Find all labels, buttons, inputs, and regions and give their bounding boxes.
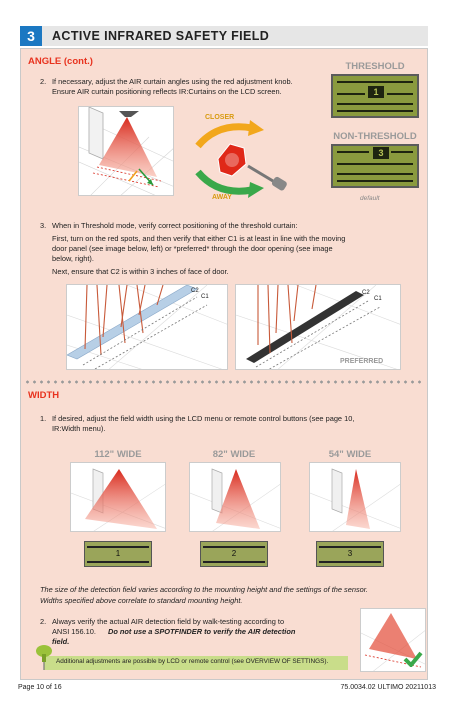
- width-italic-line2: Widths specified above correlate to standard mounting height.: [40, 596, 243, 605]
- width-option-2-image: [189, 462, 281, 532]
- width-italic-line1: The size of the detection field varies according to the mounting height and the settings of the sensor.: [40, 585, 368, 594]
- page-number: Page 10 of 16: [18, 684, 62, 691]
- preferred-label: PREFERRED: [340, 358, 384, 365]
- threshold-lcd: [331, 74, 419, 118]
- c2-label-right: C2: [362, 290, 370, 296]
- width-option-2-lcd: [200, 541, 268, 567]
- nonthreshold-lcd-value: 3: [373, 147, 389, 159]
- note-text: Additional adjustments are possible by LCD or remote control (see OVERVIEW OF SETTINGS).: [56, 658, 329, 665]
- c1-label-left: C1: [201, 294, 209, 300]
- width-option-2-lcd-value: 2: [231, 549, 237, 558]
- angle-step3-line1: When in Threshold mode, verify correct positioning of the threshold curtain:: [52, 221, 298, 230]
- threshold-image-left: [66, 284, 228, 370]
- closer-label: CLOSER: [205, 114, 235, 121]
- width-step2-line2b: Do not use a SPOTFINDER to verify the AIR detection: [108, 627, 296, 636]
- angle-step3-line5: Next, ensure that C2 is within 3 inches of face of door.: [52, 267, 229, 276]
- section-header: [20, 26, 428, 46]
- check-icon: [403, 651, 423, 667]
- angle-heading: ANGLE (cont.): [28, 56, 93, 67]
- angle-illustration: [78, 106, 174, 196]
- width-heading: WIDTH: [28, 390, 60, 401]
- width-option-3-label: 54" WIDE: [328, 449, 372, 460]
- angle-step2-line1: If necessary, adjust the AIR curtain angles using the red adjustment knob.: [52, 77, 293, 86]
- threshold-image-right: [235, 284, 401, 370]
- width-option-1-image: [70, 462, 166, 532]
- pushpin-icon: [34, 644, 54, 670]
- angle-step2-num: 2.: [40, 77, 47, 86]
- width-option-1-lcd: [84, 541, 152, 567]
- width-option-2-label: 82" WIDE: [212, 449, 256, 460]
- doc-id: 75.0034.02 ULTIMO 20211013: [340, 684, 436, 691]
- angle-step3-line4: below, right).: [52, 254, 94, 263]
- section-divider: [24, 380, 424, 384]
- angle-step3-line3: door panel (see image below, left) or *preferred* through the door opening (see image: [52, 244, 333, 253]
- threshold-lcd-value: 1: [368, 86, 384, 98]
- adjustment-knob-graphic: [188, 118, 288, 200]
- section-title: ACTIVE INFRARED SAFETY FIELD: [52, 29, 270, 43]
- width-step1-line2: IR:Width menu).: [52, 424, 106, 433]
- default-label: default: [360, 195, 380, 202]
- angle-step3-num: 3.: [40, 221, 47, 230]
- width-option-3-lcd: [316, 541, 384, 567]
- width-step2-line1: Always verify the actual AIR detection field by walk-testing according to: [52, 617, 285, 626]
- angle-step3-line2: First, turn on the red spots, and then verify that either C1 is at least in line with the moving: [52, 234, 346, 243]
- section-number: 3: [20, 26, 42, 46]
- walk-test-image: [360, 608, 426, 672]
- width-option-1-label: 112" WIDE: [94, 449, 142, 460]
- width-step2-num: 2.: [40, 617, 47, 626]
- width-step2-line3: field.: [52, 637, 70, 646]
- width-option-3-lcd-value: 3: [347, 549, 353, 558]
- door-curtain-graphic: [79, 107, 174, 196]
- angle-step2-line2: Ensure AIR curtain positioning reflects IR:Curtains on the LCD screen.: [52, 87, 282, 96]
- width-option-1-lcd-value: 1: [115, 549, 121, 558]
- c1-label-right: C1: [374, 296, 382, 302]
- width-step1-line1: If desired, adjust the field width using the LCD menu or remote control buttons (see page 10,: [52, 414, 355, 423]
- threshold-label: THRESHOLD: [345, 61, 405, 72]
- c2-label-left: C2: [191, 288, 199, 294]
- width-option-3-image: [309, 462, 401, 532]
- width-step2-line2a: ANSI 156.10.: [52, 627, 96, 636]
- nonthreshold-label: NON-THRESHOLD: [333, 131, 417, 142]
- away-label: AWAY: [212, 194, 232, 201]
- nonthreshold-lcd: [331, 144, 419, 188]
- width-step1-num: 1.: [40, 414, 47, 423]
